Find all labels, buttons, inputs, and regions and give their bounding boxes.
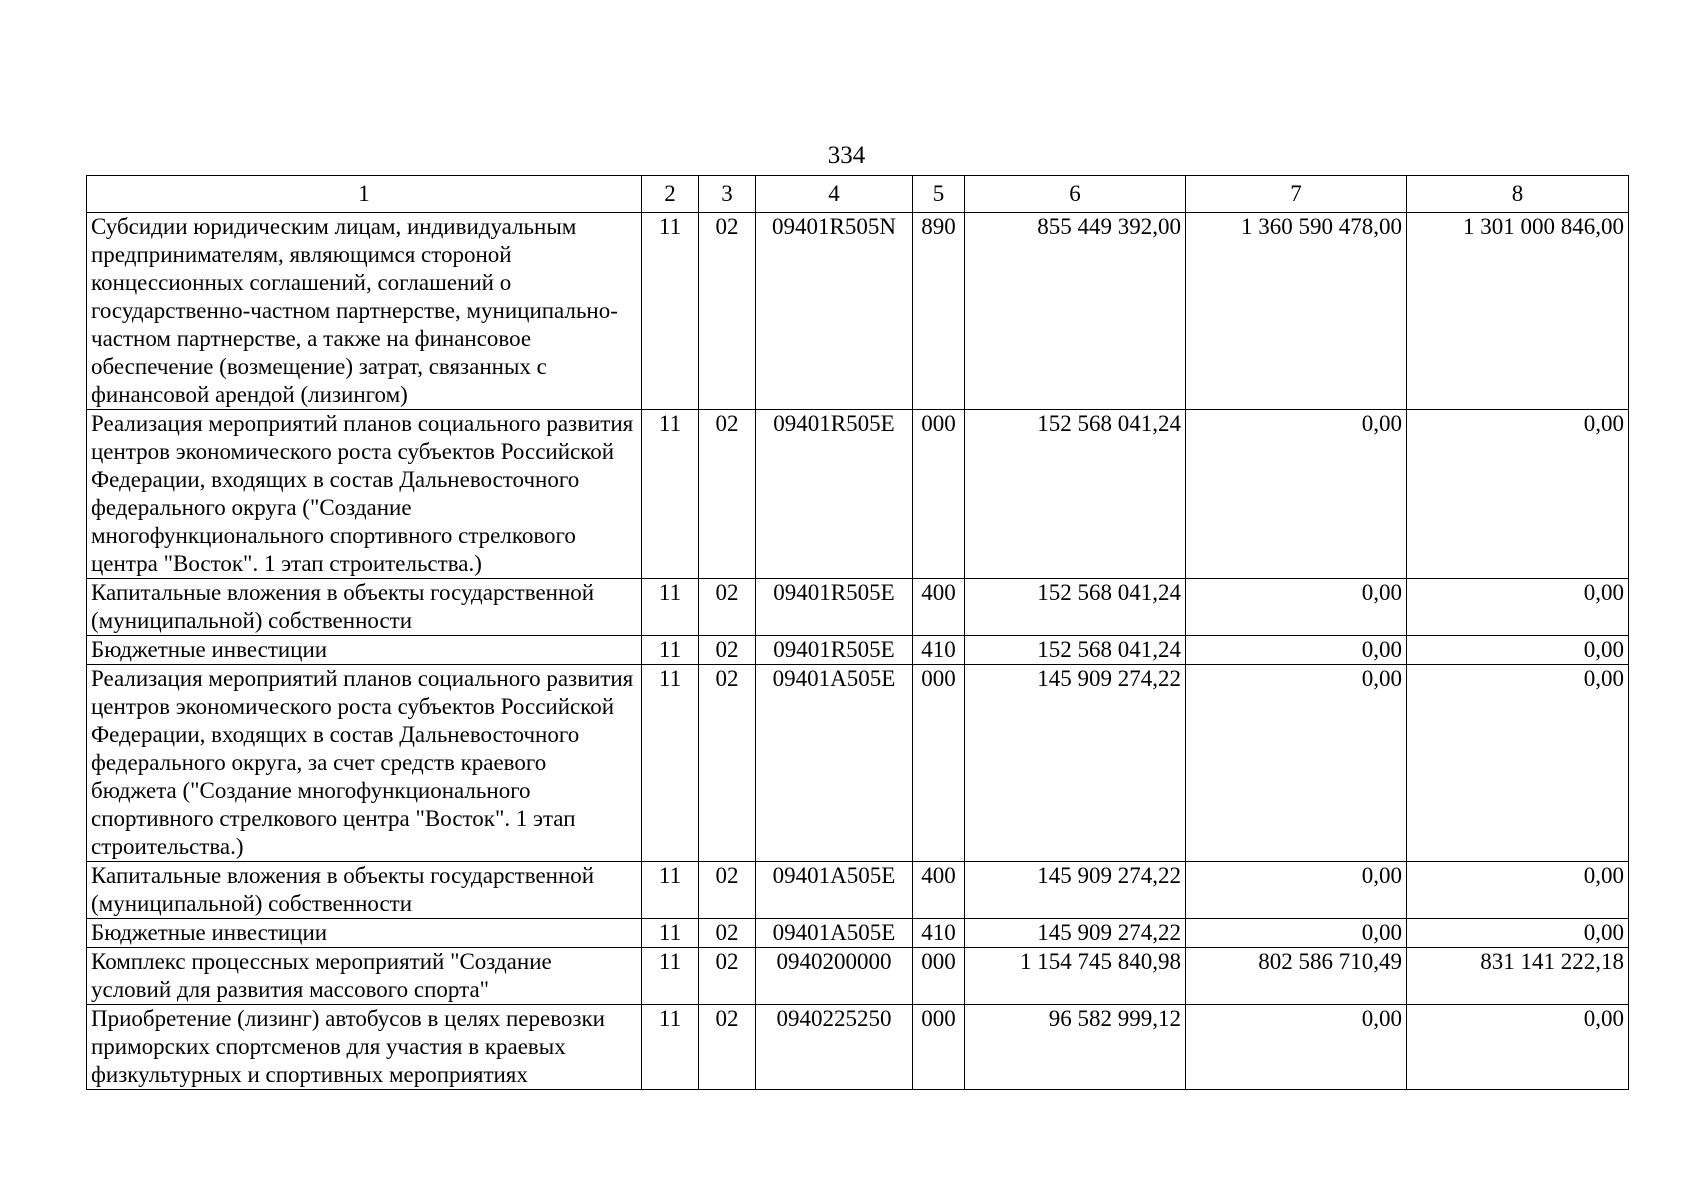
row-amount-col8: 0,00 [1407, 636, 1629, 665]
row-name: Бюджетные инвестиции [87, 636, 642, 665]
row-section: 11 [642, 579, 699, 636]
row-amount-col6: 145 909 274,22 [965, 919, 1186, 948]
row-expense-type: 000 [913, 410, 965, 579]
table-row [87, 410, 1629, 579]
row-section: 11 [642, 213, 699, 410]
row-section: 11 [642, 1005, 699, 1090]
row-section: 11 [642, 410, 699, 579]
header-col-7: 7 [1186, 176, 1407, 213]
row-target-code: 0940200000 [756, 948, 913, 1005]
row-name: Комплекс процессных мероприятий "Создание условий для развития массового спорта" [87, 948, 642, 1005]
row-amount-col6: 145 909 274,22 [965, 862, 1186, 919]
row-target-code: 09401A505E [756, 862, 913, 919]
row-amount-col6: 1 154 745 840,98 [965, 948, 1186, 1005]
table-row [87, 665, 1629, 862]
row-name: Субсидии юридическим лицам, индивидуальным предпринимателям, являющимся стороной концессионных соглашений, соглашений о государственно-частном партнерстве, муниципально-частном партнерстве, а также на финансовое обеспечение (возмещение) затрат, связанных с финансовой арендой (лизингом) [87, 213, 642, 410]
row-subsection: 02 [699, 862, 756, 919]
row-amount-col8: 831 141 222,18 [1407, 948, 1629, 1005]
row-amount-col8: 0,00 [1407, 579, 1629, 636]
row-target-code: 09401R505E [756, 579, 913, 636]
row-subsection: 02 [699, 579, 756, 636]
row-expense-type: 400 [913, 579, 965, 636]
row-amount-col7: 0,00 [1186, 919, 1407, 948]
row-amount-col8: 0,00 [1407, 1005, 1629, 1090]
row-amount-col7: 0,00 [1186, 862, 1407, 919]
budget-table [86, 175, 1629, 1090]
row-section: 11 [642, 665, 699, 862]
row-target-code: 09401A505E [756, 665, 913, 862]
row-expense-type: 410 [913, 636, 965, 665]
row-section: 11 [642, 636, 699, 665]
row-subsection: 02 [699, 948, 756, 1005]
row-name: Капитальные вложения в объекты государственной (муниципальной) собственности [87, 579, 642, 636]
row-expense-type: 410 [913, 919, 965, 948]
header-col-2: 2 [642, 176, 699, 213]
row-amount-col6: 96 582 999,12 [965, 1005, 1186, 1090]
header-col-8: 8 [1407, 176, 1629, 213]
row-amount-col8: 0,00 [1407, 919, 1629, 948]
row-amount-col7: 0,00 [1186, 665, 1407, 862]
row-target-code: 0940225250 [756, 1005, 913, 1090]
row-amount-col6: 152 568 041,24 [965, 636, 1186, 665]
row-subsection: 02 [699, 665, 756, 862]
row-amount-col7: 0,00 [1186, 410, 1407, 579]
row-subsection: 02 [699, 636, 756, 665]
row-subsection: 02 [699, 410, 756, 579]
row-subsection: 02 [699, 919, 756, 948]
row-amount-col7: 802 586 710,49 [1186, 948, 1407, 1005]
table-row [87, 579, 1629, 636]
row-amount-col8: 1 301 000 846,00 [1407, 213, 1629, 410]
row-amount-col6: 152 568 041,24 [965, 579, 1186, 636]
row-subsection: 02 [699, 213, 756, 410]
table-row [87, 213, 1629, 410]
row-subsection: 02 [699, 1005, 756, 1090]
row-amount-col6: 145 909 274,22 [965, 665, 1186, 862]
header-col-1: 1 [87, 176, 642, 213]
row-name: Капитальные вложения в объекты государственной (муниципальной) собственности [87, 862, 642, 919]
row-amount-col8: 0,00 [1407, 665, 1629, 862]
row-target-code: 09401R505E [756, 410, 913, 579]
row-amount-col7: 0,00 [1186, 579, 1407, 636]
row-amount-col8: 0,00 [1407, 862, 1629, 919]
row-expense-type: 000 [913, 665, 965, 862]
row-amount-col7: 1 360 590 478,00 [1186, 213, 1407, 410]
table-row [87, 636, 1629, 665]
table-row [87, 948, 1629, 1005]
header-col-4: 4 [756, 176, 913, 213]
row-expense-type: 890 [913, 213, 965, 410]
row-target-code: 09401A505E [756, 919, 913, 948]
row-amount-col6: 152 568 041,24 [965, 410, 1186, 579]
table-row [87, 862, 1629, 919]
row-name: Реализация мероприятий планов социального развития центров экономического роста субъектов Российской Федерации, входящих в состав Дальневосточного федерального округа ("Создание многофункционального спортивного стрелкового центра "Восток". 1 этап строительства.) [87, 410, 642, 579]
table-row [87, 919, 1629, 948]
row-section: 11 [642, 948, 699, 1005]
header-col-3: 3 [699, 176, 756, 213]
header-col-5: 5 [913, 176, 965, 213]
header-row [87, 176, 1629, 213]
row-name: Бюджетные инвестиции [87, 919, 642, 948]
row-amount-col8: 0,00 [1407, 410, 1629, 579]
row-expense-type: 400 [913, 862, 965, 919]
row-section: 11 [642, 919, 699, 948]
row-name: Реализация мероприятий планов социального развития центров экономического роста субъектов Российской Федерации, входящих в состав Дальневосточного федерального округа, за счет средств краевого бюджета ("Создание многофункционального спортивного стрелкового центра "Восток". 1 этап строительства.) [87, 665, 642, 862]
row-expense-type: 000 [913, 1005, 965, 1090]
row-target-code: 09401R505N [756, 213, 913, 410]
row-amount-col7: 0,00 [1186, 1005, 1407, 1090]
row-expense-type: 000 [913, 948, 965, 1005]
row-name: Приобретение (лизинг) автобусов в целях перевозки приморских спортсменов для участия в краевых физкультурных и спортивных мероприятиях [87, 1005, 642, 1090]
header-col-6: 6 [965, 176, 1186, 213]
table-row [87, 1005, 1629, 1090]
page-number: 334 [827, 142, 866, 169]
row-amount-col7: 0,00 [1186, 636, 1407, 665]
row-target-code: 09401R505E [756, 636, 913, 665]
row-amount-col6: 855 449 392,00 [965, 213, 1186, 410]
row-section: 11 [642, 862, 699, 919]
